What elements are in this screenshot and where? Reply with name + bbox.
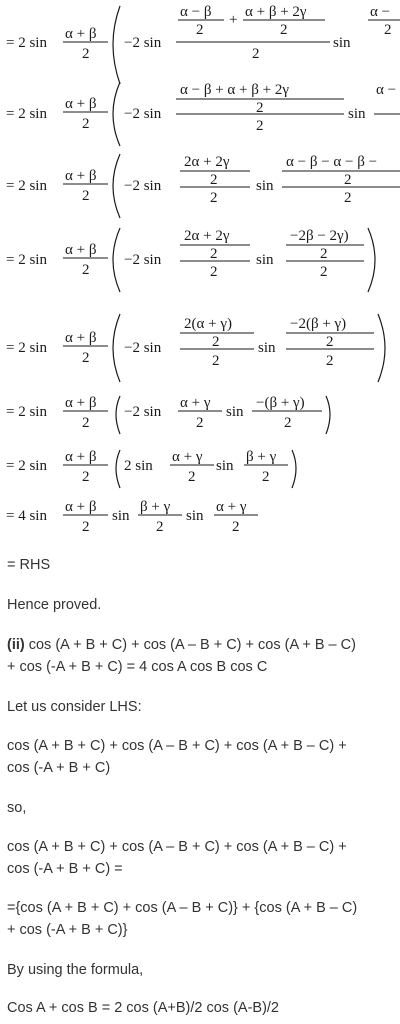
step-prefix: = 2 sin (6, 252, 47, 268)
formula-intro: By using the formula, (7, 962, 144, 978)
den: 2 (252, 46, 260, 62)
step-prefix: = 2 sin (6, 458, 47, 474)
frac1-num: α + γ (172, 449, 203, 465)
num2-top: −2(β + γ) (290, 316, 347, 332)
frac2-num: β + γ (246, 449, 277, 465)
equation-step-7 (0, 444, 400, 492)
num-top: 2(α + γ) (184, 316, 232, 332)
left-paren (113, 154, 120, 218)
frac-num: α + β (65, 330, 97, 346)
part-ii-statement-line-2: + cos (-A + B + C) = 4 cos A cos B cos C (7, 659, 268, 675)
frac-den: 2 (82, 519, 90, 535)
frac-den: 2 (82, 188, 90, 204)
frac-den: 2 (82, 469, 90, 485)
num-top: α − β (180, 4, 212, 20)
frac-num: α + β (65, 499, 97, 515)
num-bot: 2 (196, 22, 204, 38)
left-paren (113, 6, 120, 84)
den2: 2 (326, 353, 334, 369)
sin: sin (216, 458, 234, 474)
rhs-line: = RHS (7, 557, 51, 573)
frac2-den: 2 (284, 415, 292, 431)
fracB-num: β + γ (140, 499, 171, 515)
inner-coef: −2 sin (124, 404, 162, 420)
step-prefix: = 2 sin (6, 35, 47, 51)
num-mid: 2 (212, 334, 220, 350)
step-prefix: = 4 sin (6, 508, 47, 524)
sin: sin (348, 106, 366, 122)
num-top: 2α + 2γ (184, 228, 230, 244)
group-line-1: ={cos (A + B + C) + cos (A – B + C)} + {cos (A + B – C) (7, 900, 358, 916)
frac-den: 2 (82, 415, 90, 431)
sin: sin (226, 404, 244, 420)
right-paren (378, 314, 385, 382)
sin: sin (256, 178, 274, 194)
group-line-2: + cos (-A + B + C)} (7, 922, 128, 938)
frac-num: α + β (65, 395, 97, 411)
den2: 2 (344, 190, 352, 206)
step-prefix: = 2 sin (6, 404, 47, 420)
frac-den: 2 (82, 46, 90, 62)
den2: 2 (320, 264, 328, 280)
fracB-den: 2 (156, 519, 164, 535)
equation-step-3 (0, 150, 400, 222)
num2-top: α − β − α − β − (286, 154, 378, 170)
frac-den: 2 (82, 262, 90, 278)
num2-top: −2β − 2γ) (290, 228, 349, 244)
den: 2 (212, 353, 220, 369)
formula: Cos A + cos B = 2 cos (A+B)/2 cos (A-B)/2 (7, 1000, 279, 1016)
equation-step-1 (0, 0, 400, 88)
sin: sin (333, 35, 351, 51)
sin-2: sin (186, 508, 204, 524)
frac-den: 2 (82, 350, 90, 366)
cut-den: 2 (384, 22, 392, 38)
sin: sin (256, 252, 274, 268)
lhs2-line-1: cos (A + B + C) + cos (A – B + C) + cos (A + B – C) + (7, 839, 347, 855)
num-top: 2α + 2γ (184, 154, 230, 170)
fracC-num: α + γ (216, 499, 247, 515)
frac-num: α + β (65, 242, 97, 258)
so-text: so, (7, 800, 27, 816)
fracC-den: 2 (232, 519, 240, 535)
left-paren (116, 450, 120, 488)
num-mid: 2 (256, 100, 264, 116)
left-paren (116, 396, 120, 434)
equation-step-5 (0, 310, 400, 386)
num2-mid: 2 (344, 172, 352, 188)
frac-num: α + β (65, 26, 97, 42)
left-paren (113, 314, 120, 382)
num-mid: 2 (210, 172, 218, 188)
frac2-num: −(β + γ) (256, 395, 305, 411)
equation-step-6 (0, 390, 400, 438)
sin: sin (112, 508, 130, 524)
num-top: α − β + α + β + 2γ (180, 82, 289, 98)
frac2-den: 2 (262, 469, 270, 485)
inner-coef: −2 sin (124, 252, 162, 268)
frac1-num: α + γ (180, 395, 211, 411)
num-bot-2: 2 (280, 22, 288, 38)
num-mid: 2 (210, 246, 218, 262)
equation-step-2 (0, 78, 400, 150)
equation-step-4 (0, 224, 400, 296)
inner-coef: 2 sin (124, 458, 153, 474)
cut-num: α − (370, 4, 391, 20)
part-label: (ii) (7, 637, 25, 653)
frac1-den: 2 (188, 469, 196, 485)
inner-coef: −2 sin (124, 35, 162, 51)
den: 2 (256, 118, 264, 134)
part-ii-statement-line-1 (7, 637, 356, 653)
den: 2 (210, 264, 218, 280)
step-prefix: = 2 sin (6, 340, 47, 356)
sin: sin (258, 340, 276, 356)
right-paren (326, 396, 330, 434)
right-paren (292, 450, 296, 488)
frac-num: α + β (65, 168, 97, 184)
lhs2-line-2: cos (-A + B + C) = (7, 861, 123, 877)
equation-step-8 (0, 494, 400, 542)
inner-coef: −2 sin (124, 340, 162, 356)
frac1-den: 2 (196, 415, 204, 431)
step-prefix: = 2 sin (6, 106, 47, 122)
hence-proved: Hence proved. (7, 597, 102, 613)
den: 2 (210, 190, 218, 206)
left-paren (113, 82, 120, 146)
num2-mid: 2 (326, 334, 334, 350)
frac-num: α + β (65, 96, 97, 112)
part-statement-1: cos (A + B + C) + cos (A – B + C) + cos (A + B – C) (24, 637, 356, 653)
num-top-2: α + β + 2γ (245, 4, 307, 20)
plus: + (229, 12, 238, 28)
inner-coef: −2 sin (124, 178, 162, 194)
let-consider: Let us consider LHS: (7, 699, 142, 715)
lhs-line-2: cos (-A + B + C) (7, 760, 111, 776)
num2-mid: 2 (320, 246, 328, 262)
frac-den: 2 (82, 116, 90, 132)
frac-num: α + β (65, 449, 97, 465)
cut-num: α − (376, 82, 397, 98)
right-paren (368, 228, 375, 292)
lhs-line-1: cos (A + B + C) + cos (A – B + C) + cos (A + B – C) + (7, 738, 347, 754)
inner-coef: −2 sin (124, 106, 162, 122)
left-paren (113, 228, 120, 292)
step-prefix: = 2 sin (6, 178, 47, 194)
